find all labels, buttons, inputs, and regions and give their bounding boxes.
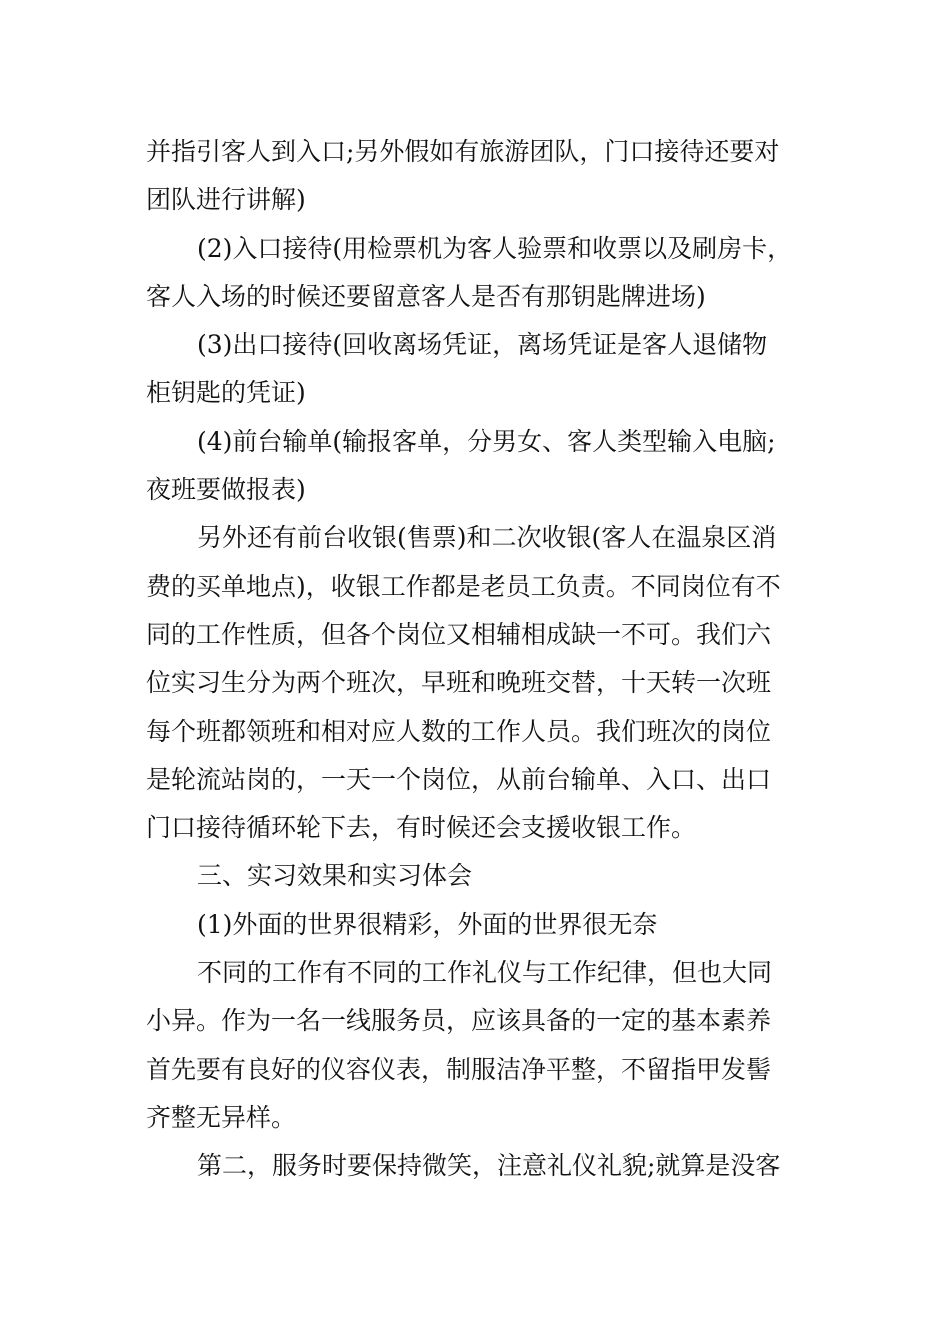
text-line: 不同的工作有不同的工作礼仪与工作纪律，但也大同 xyxy=(197,958,773,988)
text-line: 夜班要做报表) xyxy=(146,475,306,505)
body-text xyxy=(146,128,816,1191)
text-line: 费的买单地点)，收银工作都是老员工负责。不同岗位有不 xyxy=(146,571,781,601)
text-line: 客人入场的时候还要留意客人是否有那钥匙牌进场) xyxy=(146,281,706,311)
text-line: 每个班都领班和相对应人数的工作人员。我们班次的岗位 xyxy=(146,716,772,746)
text-line: 小异。作为一名一线服务员，应该具备的一定的基本素养 xyxy=(146,1006,772,1036)
text-line: 另外还有前台收银(售票)和二次收银(客人在温泉区消 xyxy=(197,523,777,553)
text-line: 首先要有良好的仪容仪表，制服洁净平整，不留指甲发髻 xyxy=(146,1054,772,1084)
text-line: 门口接待循环轮下去，有时候还会支援收银工作。 xyxy=(146,813,697,843)
text-line: 是轮流站岗的，一天一个岗位，从前台输单、入口、出口 xyxy=(146,764,772,794)
text-line: 位实习生分为两个班次，早班和晚班交替，十天转一次班 xyxy=(146,668,772,698)
text-line: 团队进行讲解) xyxy=(146,185,306,215)
subsection-heading: (1)外面的世界很精彩，外面的世界很无奈 xyxy=(197,909,658,939)
text-line: (2)入口接待(用检票机为客人验票和收票以及刷房卡， xyxy=(197,233,793,263)
text-line: 柜钥匙的凭证) xyxy=(146,378,306,408)
text-line: 并指引客人到入口;另外假如有旅游团队，门口接待还要对 xyxy=(146,137,780,166)
text-line: 齐整无异样。 xyxy=(146,1102,297,1132)
text-line: 同的工作性质，但各个岗位又相辅相成缺一不可。我们六 xyxy=(146,619,772,649)
section-heading: 三、实习效果和实习体会 xyxy=(197,861,473,891)
text-line: 第二，服务时要保持微笑，注意礼仪礼貌;就算是没客 xyxy=(197,1151,781,1181)
text-line: (4)前台输单(输报客单，分男女、客人类型输入电脑; xyxy=(197,426,776,456)
text-line: (3)出口接待(回收离场凭证，离场凭证是客人退储物 xyxy=(197,330,768,360)
